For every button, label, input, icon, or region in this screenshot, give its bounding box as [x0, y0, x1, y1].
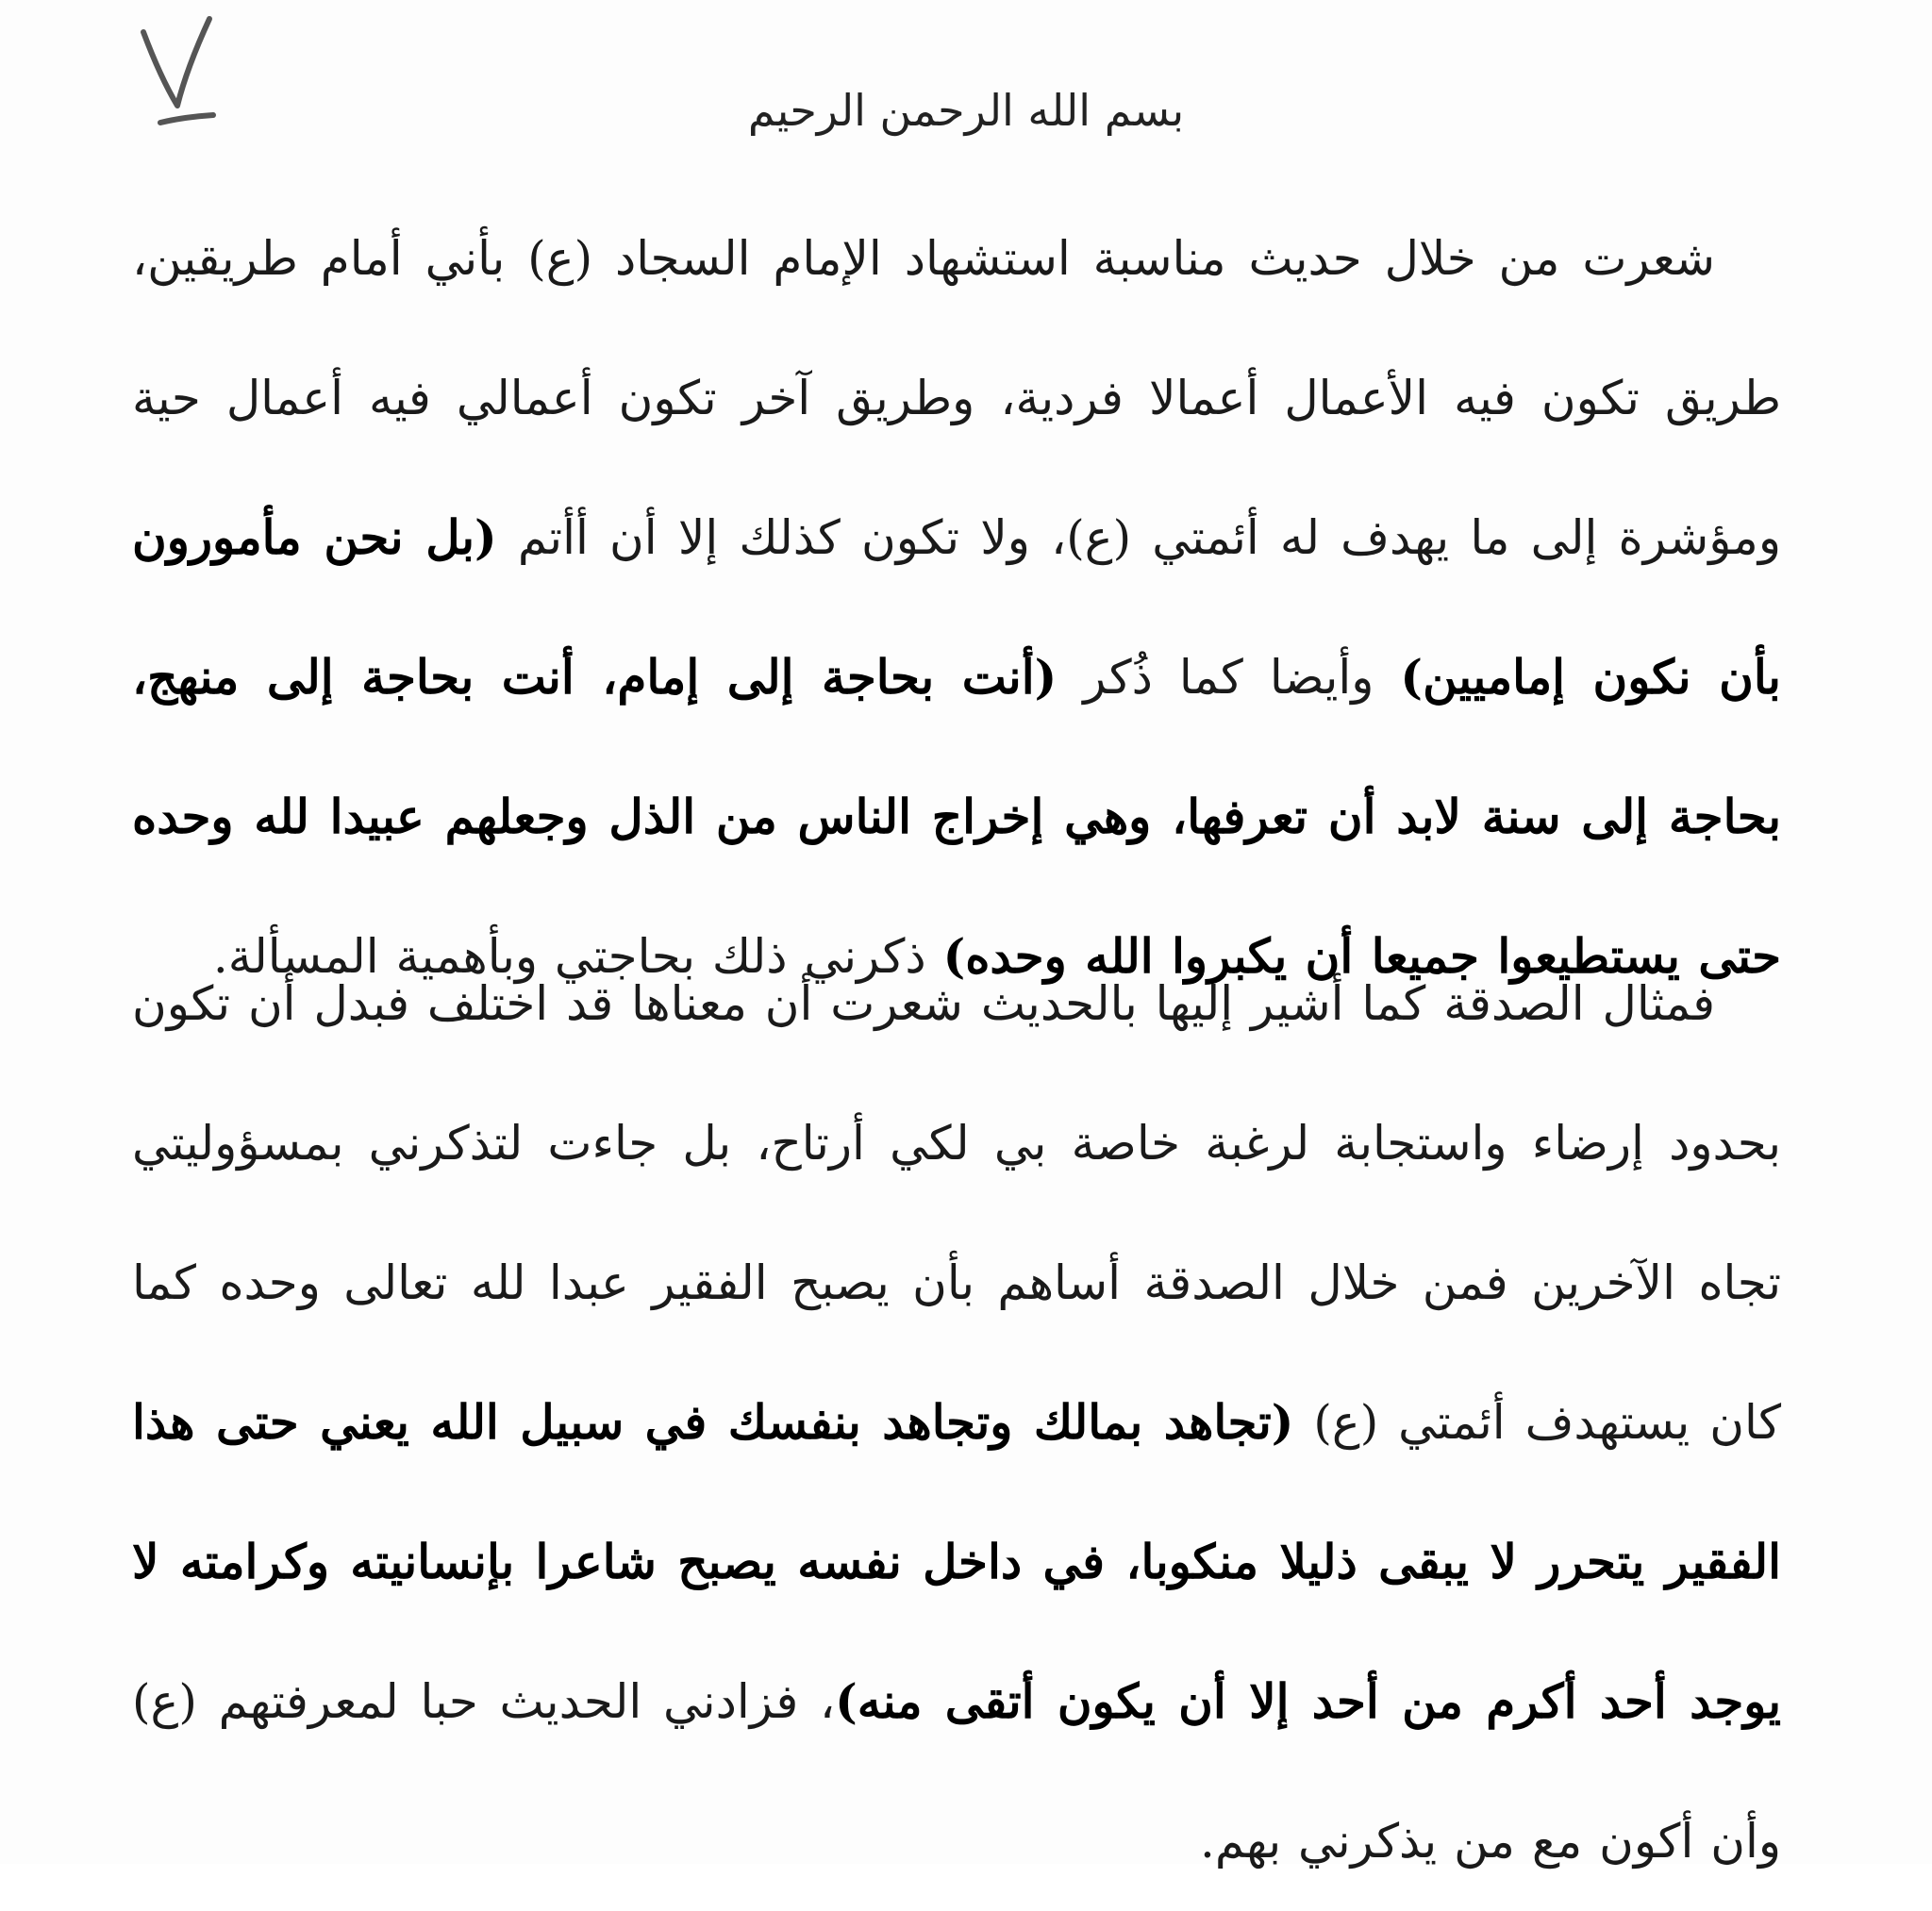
paragraph-1-quote-2: (أنت بحاجة إلى إمام، أنت بحاجة إلى منهج، بحاجة إلى سنة لابد أن تعرفها، وهي إخراج الناس من الذل وجعلهم عبيدا لله وحده حتى يستطيعوا جميعا أن يكبروا الله وحده)	[132, 649, 1781, 984]
paragraph-2-quote-1: (تجاهد بمالك وتجاهد بنفسك في سبيل الله يعني حتى هذا الفقير يتحرر لا يبقى ذليلا منكوبا، في داخل نفسه يصبح شاعرا بإنسانيته وكرامته لا يوجد أحد أكرم من أحد إلا أن يكون أتقى منه)	[132, 1394, 1781, 1729]
paragraph-1-quote-1: (بل نحن مأمورون بأن نكون إماميين)	[132, 509, 1781, 705]
paragraph-2-text-2: ، فزادني الحديث حبا لمعرفتهم (ع) وأن أكون مع من يذكرني بهم.	[132, 1674, 1781, 1869]
paragraph-1-text-2: وأيضا كما ذُكر	[1057, 650, 1401, 705]
paragraph-1-text-1: شعرت من خلال حديث مناسبة استشهاد الإمام السجاد (ع) بأني أمام طريقين، طريق تكون فيه الأعمال أعمالا فردية، وطريق آخر تكون أعمالي فيه أعمال حية ومؤشرة إلى ما يهدف له أئمتي (ع)، ولا تكون كذلك إلا أن أأتم	[132, 231, 1781, 565]
paragraph-2-text-1: فمثال الصدقة كما أشير إليها بالحديث شعرت أن معناها قد اختلف فبدل أن تكون بحدود إرضاء واستجابة لرغبة خاصة بي لكي أرتاح، بل جاءت لتذكرني بمسؤوليتي تجاه الآخرين فمن خلال الصدقة أساهم بأن يصبح الفقير عبدا لله تعالى وحده كما كان يستهدف أئمتي (ع)	[132, 976, 1781, 1450]
paragraph-2	[132, 934, 1781, 1911]
paragraph-1	[132, 189, 1781, 1026]
paragraph-1-text-3: ذكرني ذلك بحاجتي وبأهمية المسألة.	[212, 929, 943, 984]
basmala-heading: بسم الله الرحمن الرحيم	[747, 85, 1185, 136]
